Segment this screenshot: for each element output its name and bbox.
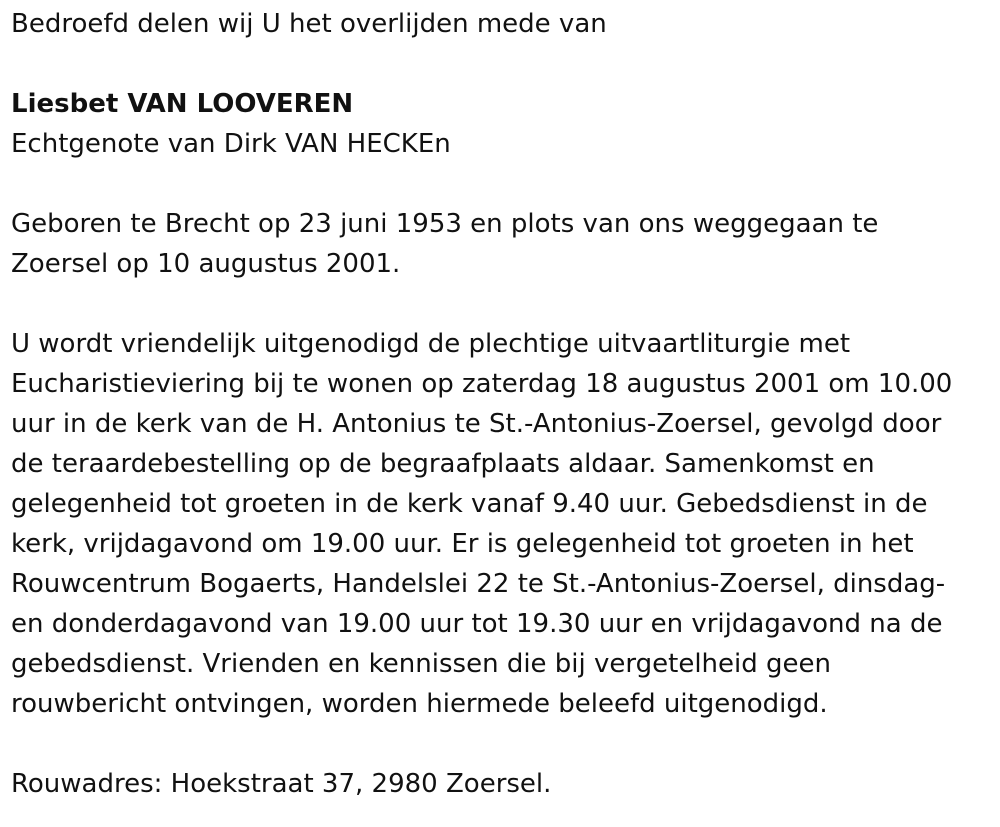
deceased-name: Liesbet VAN LOOVEREN <box>11 89 354 119</box>
invitation-line: gelegenheid tot groeten in de kerk vanaf 9.40 uur. Gebedsdienst in de <box>11 489 928 519</box>
birth-death-line-2: Zoersel op 10 augustus 2001. <box>11 249 401 279</box>
birth-death-line-1: Geboren te Brecht op 23 juni 1953 en plots van ons weggegaan te <box>11 209 879 239</box>
mourning-address: Rouwadres: Hoekstraat 37, 2980 Zoersel. <box>11 769 552 799</box>
invitation-line: de teraardebestelling op de begraafplaats aldaar. Samenkomst en <box>11 449 875 479</box>
intro-text: Bedroefd delen wij U het overlijden mede van <box>11 9 607 39</box>
invitation-paragraph <box>11 324 986 724</box>
spouse-text: Echtgenote van Dirk VAN HECKEn <box>11 129 451 159</box>
invitation-line: gebedsdienst. Vrienden en kennissen die bij vergetelheid geen <box>11 649 831 679</box>
invitation-line: Eucharistieviering bij te wonen op zaterdag 18 augustus 2001 om 10.00 <box>11 369 953 399</box>
invitation-line: rouwbericht ontvingen, worden hiermede beleefd uitgenodigd. <box>11 689 828 719</box>
invitation-line: Rouwcentrum Bogaerts, Handelslei 22 te St.-Antonius-Zoersel, dinsdag- <box>11 569 946 599</box>
death-notice <box>11 4 986 804</box>
invitation-line: uur in de kerk van de H. Antonius te St.-Antonius-Zoersel, gevolgd door <box>11 409 942 439</box>
invitation-line: en donderdagavond van 19.00 uur tot 19.30 uur en vrijdagavond na de <box>11 609 943 639</box>
invitation-line: U wordt vriendelijk uitgenodigd de plechtige uitvaartliturgie met <box>11 329 851 359</box>
invitation-line: kerk, vrijdagavond om 19.00 uur. Er is gelegenheid tot groeten in het <box>11 529 914 559</box>
